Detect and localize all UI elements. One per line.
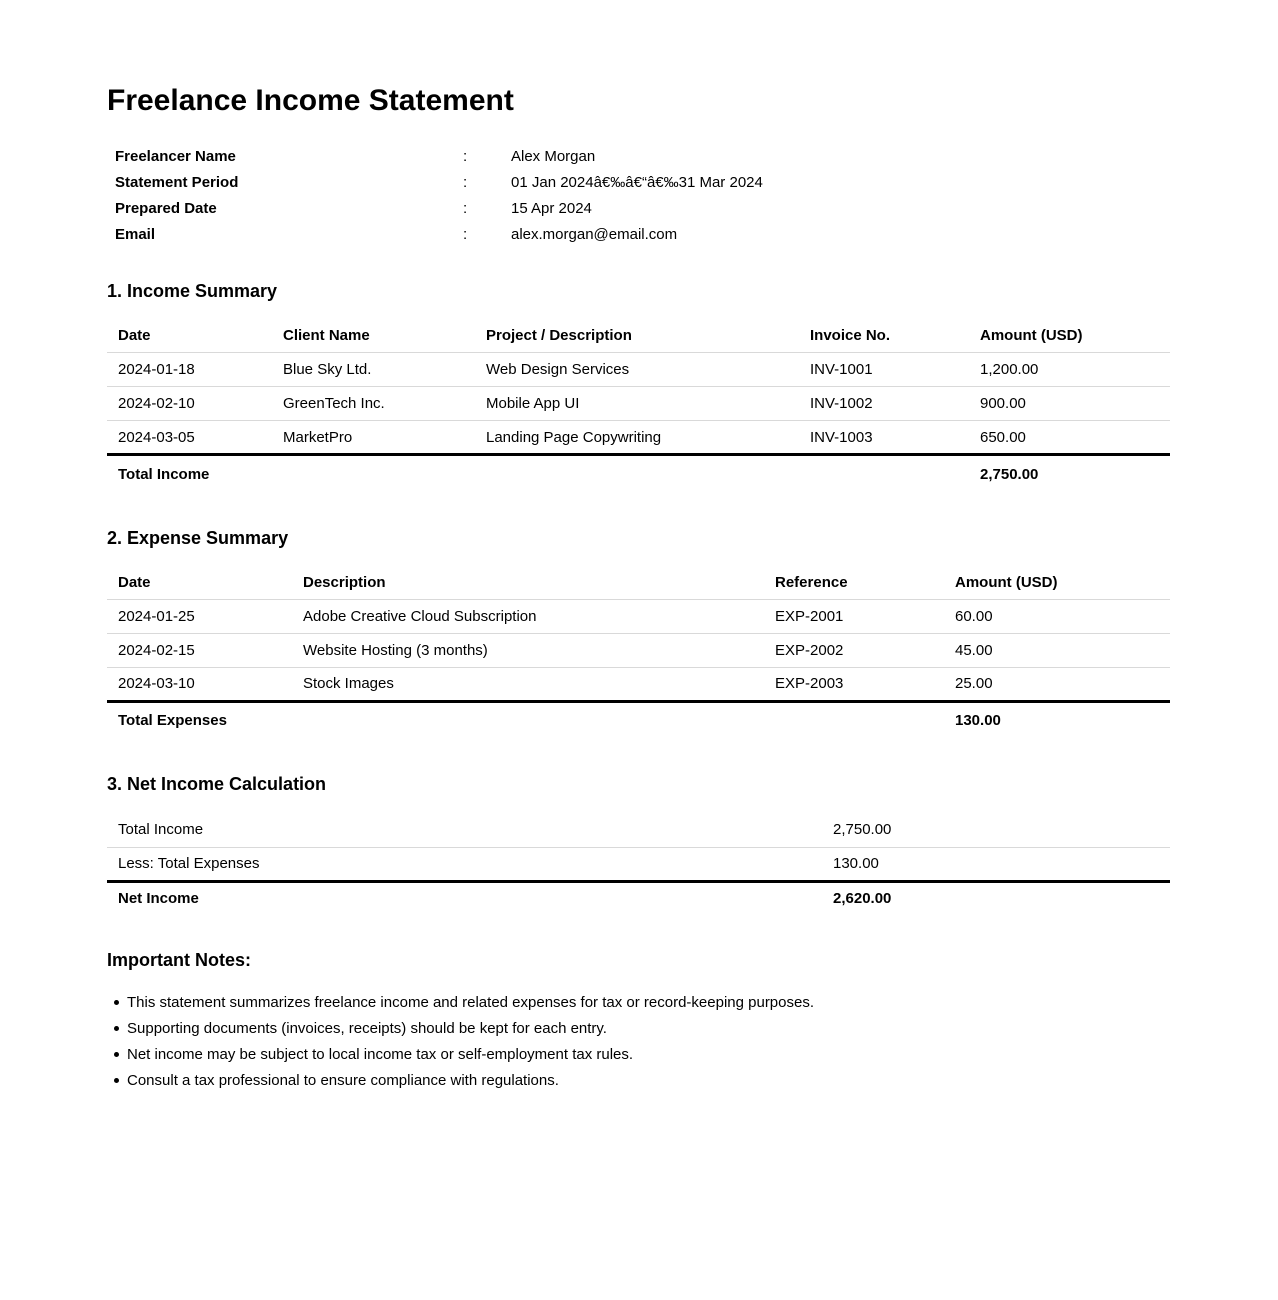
column-header-client-name: Client Name — [272, 327, 475, 353]
total-income-value: 2,750.00 — [980, 465, 1039, 483]
field-separator: : — [463, 148, 468, 165]
column-header-amount-usd: Amount (USD) — [969, 327, 1170, 353]
calc-label: Total Income — [107, 813, 822, 847]
income-summary-heading: 1. Income Summary — [107, 281, 278, 301]
total-income-label: Total Income — [118, 465, 210, 483]
cell-invoice-no: INV-1003 — [799, 421, 969, 455]
note-text: This statement summarizes freelance income and related expenses for tax or record-keeping purposes. — [127, 994, 815, 1011]
cell-project-description: Mobile App UI — [475, 387, 799, 421]
field-label: Freelancer Name — [115, 148, 236, 165]
list-item — [107, 1019, 1170, 1039]
net-income-value: 2,620.00 — [833, 890, 892, 908]
cell-reference: EXP-2002 — [764, 633, 944, 667]
list-item — [107, 1071, 1170, 1091]
cell-date: 2024-01-18 — [107, 353, 272, 387]
income-table-header-row — [107, 327, 1170, 353]
total-expenses-value: 130.00 — [955, 712, 1001, 730]
column-header-date: Date — [107, 574, 292, 600]
cell-project-description: Landing Page Copywriting — [475, 421, 799, 455]
field-label: Prepared Date — [115, 200, 217, 217]
column-header-invoice-no: Invoice No. — [799, 327, 969, 353]
calc-label: Less: Total Expenses — [107, 847, 822, 881]
cell-date: 2024-02-10 — [107, 387, 272, 421]
note-text: Consult a tax professional to ensure compliance with regulations. — [127, 1072, 559, 1089]
calc-row-less-expenses — [107, 847, 1170, 881]
expense-summary-heading: 2. Expense Summary — [107, 527, 289, 548]
income-total-row — [107, 455, 1170, 493]
cell-client-name: GreenTech Inc. — [272, 387, 475, 421]
cell-date: 2024-03-10 — [107, 667, 292, 701]
cell-date: 2024-03-05 — [107, 421, 272, 455]
bullet-icon — [114, 1026, 119, 1031]
income-summary-table — [107, 327, 1170, 493]
cell-reference: EXP-2003 — [764, 667, 944, 701]
cell-date: 2024-01-25 — [107, 599, 292, 633]
cell-amount: 25.00 — [944, 667, 1170, 701]
table-row — [107, 599, 1170, 633]
expense-summary-table — [107, 574, 1170, 740]
net-income-label: Net Income — [118, 890, 199, 908]
calc-row-net-income — [107, 881, 1170, 915]
column-header-amount-usd: Amount (USD) — [944, 574, 1170, 600]
field-value: alex.morgan@email.com — [511, 226, 678, 243]
field-separator: : — [463, 200, 468, 217]
table-row — [107, 387, 1170, 421]
important-notes-heading: Important Notes: — [107, 950, 251, 970]
cell-invoice-no: INV-1001 — [799, 353, 969, 387]
cell-client-name: MarketPro — [272, 421, 475, 455]
net-income-table — [107, 813, 1170, 915]
cell-amount: 60.00 — [944, 599, 1170, 633]
column-header-description: Description — [292, 574, 764, 600]
cell-date: 2024-02-15 — [107, 633, 292, 667]
calc-value: 130.00 — [822, 847, 1170, 881]
net-income-heading: 3. Net Income Calculation — [107, 774, 327, 794]
cell-amount: 650.00 — [969, 421, 1170, 455]
cell-invoice-no: INV-1002 — [799, 387, 969, 421]
header-fields — [107, 144, 1170, 248]
field-separator: : — [463, 226, 468, 243]
cell-reference: EXP-2001 — [764, 599, 944, 633]
field-row-statement-period — [115, 170, 1170, 196]
field-row-prepared-date — [115, 196, 1170, 222]
total-expenses-label: Total Expenses — [118, 712, 227, 730]
cell-client-name: Blue Sky Ltd. — [272, 353, 475, 387]
bullet-icon — [114, 1052, 119, 1057]
field-label: Email — [115, 226, 156, 243]
notes-list — [107, 993, 1170, 1091]
cell-description: Adobe Creative Cloud Subscription — [292, 599, 764, 633]
note-text: Net income may be subject to local income tax or self-employment tax rules. — [127, 1046, 634, 1063]
column-header-project-description: Project / Description — [475, 327, 799, 353]
list-item — [107, 993, 1170, 1013]
calc-value: 2,750.00 — [822, 813, 1170, 847]
field-value: Alex Morgan — [511, 148, 596, 165]
bullet-icon — [114, 1000, 119, 1005]
list-item — [107, 1045, 1170, 1065]
calc-row-total-income — [107, 813, 1170, 847]
cell-amount: 1,200.00 — [969, 353, 1170, 387]
field-row-freelancer-name — [115, 144, 1170, 170]
field-separator: : — [463, 174, 468, 191]
cell-description: Website Hosting (3 months) — [292, 633, 764, 667]
table-row — [107, 353, 1170, 387]
note-text: Supporting documents (invoices, receipts) should be kept for each entry. — [127, 1020, 607, 1037]
column-header-date: Date — [107, 327, 272, 353]
expense-total-row — [107, 701, 1170, 739]
page-title: Freelance Income Statement — [107, 84, 514, 117]
cell-description: Stock Images — [292, 667, 764, 701]
cell-amount: 45.00 — [944, 633, 1170, 667]
column-header-reference: Reference — [764, 574, 944, 600]
field-value: 15 Apr 2024 — [511, 200, 592, 217]
expense-table-header-row — [107, 574, 1170, 600]
table-row — [107, 633, 1170, 667]
field-value: 01 Jan 2024â€‰â€“â€‰31 Mar 2024 — [511, 174, 763, 191]
field-label: Statement Period — [115, 174, 239, 191]
cell-project-description: Web Design Services — [475, 353, 799, 387]
cell-amount: 900.00 — [969, 387, 1170, 421]
table-row — [107, 667, 1170, 701]
field-row-email — [115, 222, 1170, 248]
table-row — [107, 421, 1170, 455]
bullet-icon — [114, 1078, 119, 1083]
